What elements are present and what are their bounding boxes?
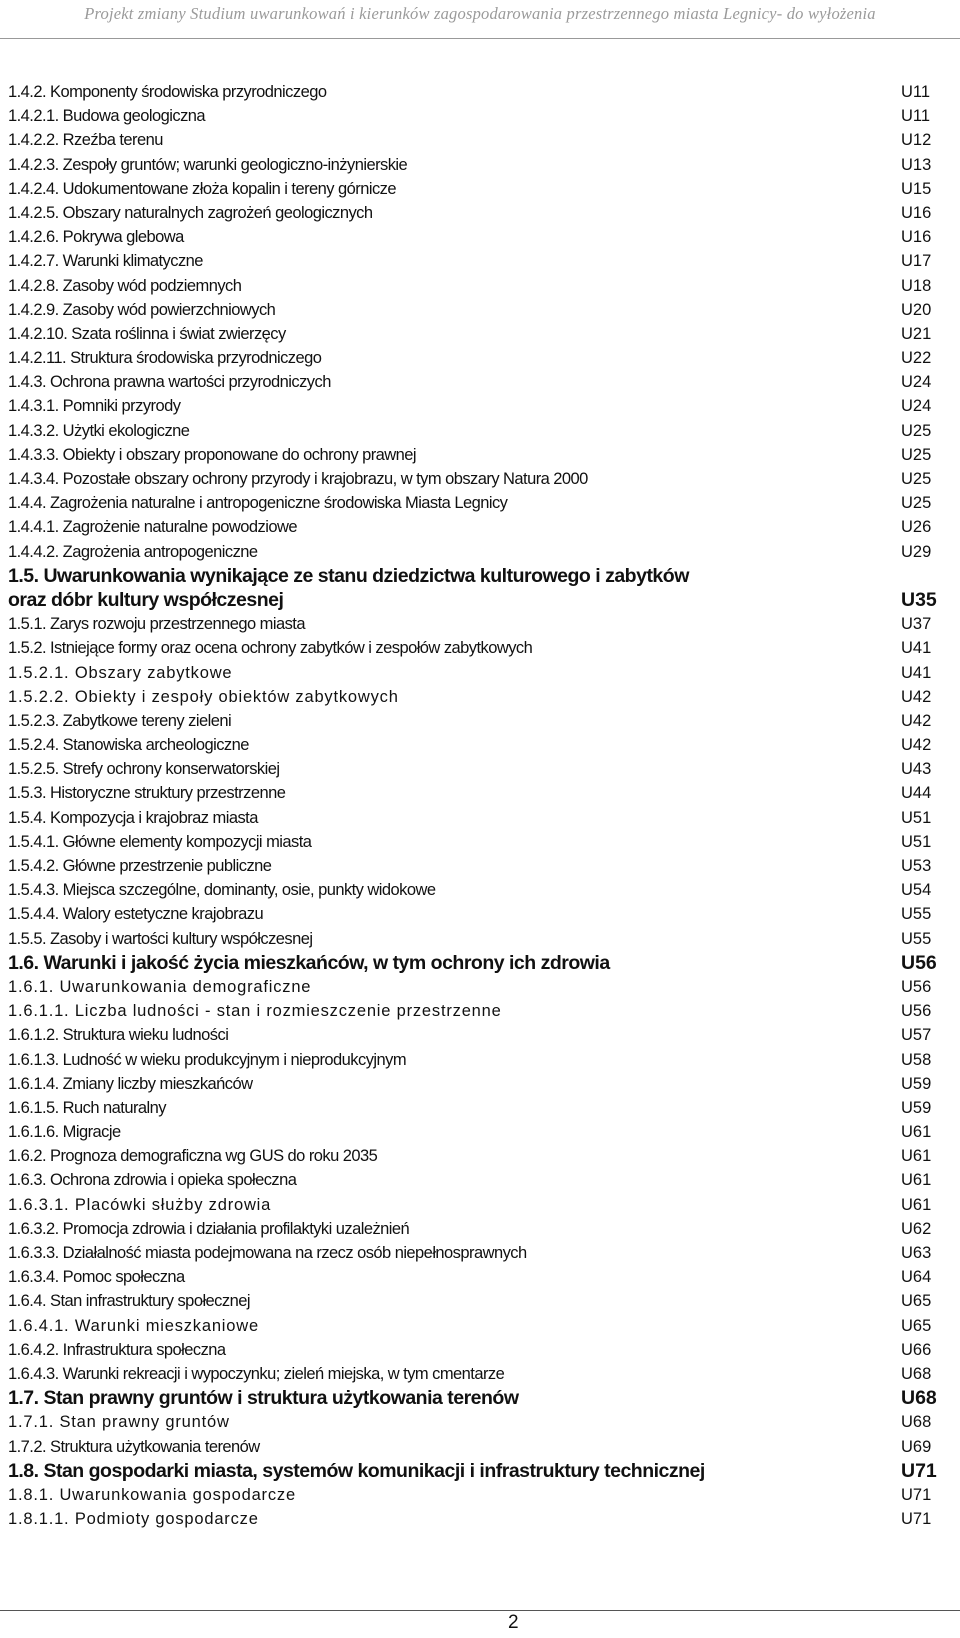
toc-entry-title: 1.6.1.2. Struktura wieku ludności	[8, 1026, 229, 1045]
toc-entry-title: 1.5.2.4. Stanowiska archeologiczne	[8, 736, 249, 755]
toc-entry[interactable]	[8, 709, 960, 733]
toc-entry-page: U25	[901, 445, 932, 464]
toc-entry-page: U62	[901, 1219, 932, 1238]
toc-entry-page: U64	[901, 1268, 932, 1287]
toc-entry[interactable]	[8, 781, 960, 805]
toc-entry-title: 1.5.4.1. Główne elementy kompozycji miasta	[8, 832, 312, 851]
toc-entry-page: U29	[901, 542, 932, 561]
toc-entry-page: U59	[901, 1074, 932, 1093]
toc-entry-title: 1.6.1.3. Ludność w wieku produkcyjnym i nieprodukcyjnym	[8, 1050, 407, 1069]
toc-entry-page: U51	[901, 808, 932, 827]
toc-entry[interactable]	[8, 612, 960, 636]
toc-entry-page: U22	[901, 349, 932, 368]
toc-entry[interactable]	[8, 225, 960, 249]
toc-entry-title: 1.4.3.2. Użytki ekologiczne	[8, 421, 190, 440]
toc-heading-entry[interactable]	[8, 1459, 960, 1483]
toc-entry-page: U61	[901, 1147, 932, 1166]
toc-entry-page: U42	[901, 687, 932, 706]
toc-entry-page: U16	[901, 203, 932, 222]
toc-entry-title: 1.6.1.1. Liczba ludności - stan i rozmieszczenie przestrzenne	[8, 1002, 502, 1021]
toc-heading-entry[interactable]	[8, 951, 960, 975]
toc-entry-title: 1.6.1. Uwarunkowania demograficzne	[8, 977, 312, 996]
toc-entry[interactable]	[8, 1265, 960, 1289]
toc-entry-page: U56	[901, 951, 937, 974]
toc-entry-title: 1.4.2.10. Szata roślinna i świat zwierzęcy	[8, 324, 286, 343]
toc-entry-title: 1.4.4. Zagrożenia naturalne i antropogeniczne środowiska Miasta Legnicy	[8, 494, 508, 513]
toc-entry-page: U11	[901, 83, 931, 101]
toc-entry[interactable]	[8, 927, 960, 951]
toc-entry[interactable]	[8, 1435, 960, 1459]
toc-entry-title: 1.6.4.3. Warunki rekreacji i wypoczynku; zieleń miejska, w tym cmentarze	[8, 1364, 505, 1383]
toc-entry-title: 1.6.1.4. Zmiany liczby mieszkańców	[8, 1074, 253, 1093]
toc-entry-page: U13	[901, 155, 932, 174]
toc-entry-page: U41	[901, 639, 932, 658]
toc-entry-title: 1.6.4. Stan infrastruktury społecznej	[8, 1292, 250, 1311]
toc-entry-page: U17	[901, 252, 932, 271]
toc-entry-page: U15	[901, 179, 932, 198]
toc-entry-title: 1.6.3.4. Pomoc społeczna	[8, 1268, 185, 1287]
toc-entry-page: U20	[901, 300, 932, 319]
toc-entry-title: 1.4.2.3. Zespoły gruntów; warunki geologiczno-inżynierskie	[8, 155, 408, 174]
toc-entry-page: U58	[901, 1050, 932, 1069]
toc-entry[interactable]	[8, 153, 960, 177]
toc-entry[interactable]	[8, 274, 960, 298]
toc-entry-title: 1.5.4. Kompozycja i krajobraz miasta	[8, 808, 258, 827]
toc-entry[interactable]	[8, 1483, 960, 1507]
toc-entry-title: 1.5.1. Zarys rozwoju przestrzennego miasta	[8, 615, 305, 634]
toc-entry-page: U21	[901, 324, 932, 343]
toc-entry-page: U61	[901, 1171, 932, 1190]
toc-entry[interactable]	[8, 975, 960, 999]
toc-entry-title: 1.4.2.2. Rzeźba terenu	[8, 131, 163, 150]
toc-entry-title: 1.8. Stan gospodarki miasta, systemów komunikacji i infrastruktury technicznej	[8, 1459, 705, 1482]
toc-entry-page: U68	[901, 1413, 932, 1432]
toc-entry-title: 1.4.2.5. Obszary naturalnych zagrożeń geologicznych	[8, 203, 373, 222]
toc-entry-title: 1.4.3.4. Pozostałe obszary ochrony przyrody i krajobrazu, w tym obszary Natura 2000	[8, 470, 588, 488]
toc-entry-title: 1.4.2. Komponenty środowiska przyrodniczego	[8, 83, 327, 101]
toc-entry[interactable]	[8, 878, 960, 902]
toc-entry-title: 1.6.3.2. Promocja zdrowia i działania profilaktyki uzależnień	[8, 1219, 410, 1238]
toc-entry-title: 1.4.2.6. Pokrywa glebowa	[8, 228, 184, 247]
toc-entry-page: U56	[901, 977, 932, 996]
toc-entry-page: U43	[901, 760, 932, 779]
toc-entry-title: 1.5.2.1. Obszary zabytkowe	[8, 663, 233, 682]
toc-entry[interactable]	[8, 830, 960, 854]
toc-entry-page: U66	[901, 1340, 932, 1359]
toc-entry[interactable]	[8, 806, 960, 830]
toc-entry-title: 1.4.3.3. Obiekty i obszary proponowane do ochrony prawnej	[8, 445, 416, 464]
toc-entry-title: 1.5.5. Zasoby i wartości kultury współczesnej	[8, 929, 313, 948]
toc-heading-entry[interactable]	[8, 564, 960, 588]
toc-entry[interactable]	[8, 1193, 960, 1217]
toc-entry-page: U65	[901, 1292, 932, 1311]
header-text: Projekt zmiany Studium uwarunkowań i kierunków zagospodarowania przestrzennego miasta Legnicy- do wyłożenia	[84, 4, 876, 23]
table-of-contents	[8, 80, 960, 1531]
toc-entry-page: U51	[901, 832, 932, 851]
toc-entry-title: 1.4.2.9. Zasoby wód powierzchniowych	[8, 300, 276, 319]
toc-entry[interactable]	[8, 636, 960, 660]
toc-entry-page: U42	[901, 711, 932, 730]
toc-entry-title: 1.6.3.1. Placówki służby zdrowia	[8, 1195, 272, 1214]
toc-entry-page: U25	[901, 470, 932, 488]
toc-entry[interactable]	[8, 322, 960, 346]
toc-entry-page: U16	[901, 228, 932, 247]
toc-entry[interactable]	[8, 1289, 960, 1313]
toc-entry[interactable]	[8, 1338, 960, 1362]
toc-entry-page: U11	[901, 107, 931, 126]
toc-entry-title: 1.5.2.3. Zabytkowe tereny zieleni	[8, 711, 232, 730]
footer-rule	[0, 1610, 960, 1611]
toc-entry[interactable]	[8, 80, 960, 104]
toc-entry-title: 1.6.1.6. Migracje	[8, 1123, 121, 1142]
toc-entry-title: 1.4.2.4. Udokumentowane złoża kopalin i tereny górnicze	[8, 179, 396, 198]
toc-entry-page: U12	[901, 131, 932, 150]
toc-entry-title: 1.5.4.3. Miejsca szczególne, dominanty, osie, punkty widokowe	[8, 881, 436, 900]
toc-entry-page: U26	[901, 518, 932, 537]
toc-entry-title: 1.4.4.1. Zagrożenie naturalne powodziowe	[8, 518, 297, 537]
toc-entry[interactable]	[8, 1410, 960, 1434]
toc-entry[interactable]	[8, 661, 960, 685]
toc-entry-page: U55	[901, 929, 932, 948]
toc-entry[interactable]	[8, 394, 960, 418]
toc-entry-page: U68	[901, 1387, 937, 1410]
toc-entry-title: 1.7.1. Stan prawny gruntów	[8, 1413, 230, 1432]
toc-entry[interactable]	[8, 1314, 960, 1338]
toc-entry-title: 1.4.2.7. Warunki klimatyczne	[8, 252, 203, 271]
toc-entry-title: 1.4.2.8. Zasoby wód podziemnych	[8, 276, 242, 295]
toc-entry[interactable]	[8, 1072, 960, 1096]
toc-entry-page: U41	[901, 663, 932, 682]
toc-entry-page: U54	[901, 881, 932, 900]
toc-entry-title: 1.6.2. Prognoza demograficzna wg GUS do roku 2035	[8, 1147, 378, 1166]
toc-entry[interactable]	[8, 1144, 960, 1168]
toc-entry[interactable]	[8, 1241, 960, 1265]
toc-entry-title: 1.4.4.2. Zagrożenia antropogeniczne	[8, 542, 258, 561]
toc-entry-page: U71	[901, 1485, 932, 1504]
toc-entry[interactable]	[8, 540, 960, 564]
toc-entry-page: U56	[901, 1002, 932, 1021]
toc-entry[interactable]	[8, 443, 960, 467]
toc-entry-title: 1.6.3. Ochrona zdrowia i opieka społeczna	[8, 1171, 297, 1190]
toc-entry[interactable]	[8, 249, 960, 273]
toc-entry-title: 1.6. Warunki i jakość życia mieszkańców, w tym ochrony ich zdrowia	[8, 951, 610, 974]
toc-entry[interactable]	[8, 370, 960, 394]
toc-entry[interactable]	[8, 298, 960, 322]
toc-entry-title: 1.4.3. Ochrona prawna wartości przyrodniczych	[8, 373, 331, 392]
toc-entry[interactable]	[8, 419, 960, 443]
toc-entry[interactable]	[8, 757, 960, 781]
toc-entry-title: 1.6.4.2. Infrastruktura społeczna	[8, 1340, 226, 1359]
toc-heading-entry[interactable]	[8, 588, 960, 612]
toc-heading-entry[interactable]	[8, 1386, 960, 1410]
toc-entry-title: 1.5.2.2. Obiekty i zespoły obiektów zabytkowych	[8, 687, 399, 706]
toc-entry[interactable]	[8, 999, 960, 1023]
toc-entry-title: 1.5.2.5. Strefy ochrony konserwatorskiej	[8, 760, 280, 779]
toc-entry-page: U44	[901, 784, 932, 803]
toc-entry[interactable]	[8, 1096, 960, 1120]
toc-entry-page: U35	[901, 588, 937, 611]
toc-entry-title: 1.8.1.1. Podmioty gospodarcze	[8, 1510, 259, 1529]
toc-entry-title: 1.6.1.5. Ruch naturalny	[8, 1098, 166, 1117]
toc-entry-page: U25	[901, 494, 932, 513]
toc-entry-page: U68	[901, 1364, 932, 1383]
toc-entry-title: 1.5.4.2. Główne przestrzenie publiczne	[8, 857, 272, 875]
toc-entry-title: 1.5.4.4. Walory estetyczne krajobrazu	[8, 905, 264, 924]
toc-entry-page: U55	[901, 905, 932, 924]
toc-entry-title: oraz dóbr kultury współczesnej	[8, 588, 284, 611]
toc-entry[interactable]	[8, 467, 960, 491]
toc-entry[interactable]	[8, 346, 960, 370]
toc-entry[interactable]	[8, 1048, 960, 1072]
page-number: 2	[508, 1612, 519, 1633]
toc-entry[interactable]	[8, 201, 960, 225]
toc-entry-title: 1.6.3.3. Działalność miasta podejmowana na rzecz osób niepełnosprawnych	[8, 1244, 527, 1262]
toc-entry-page: U42	[901, 736, 932, 755]
toc-entry[interactable]	[8, 1120, 960, 1144]
toc-entry-title: 1.4.3.1. Pomniki przyrody	[8, 397, 181, 416]
toc-entry[interactable]	[8, 177, 960, 201]
toc-entry-page: U24	[901, 373, 932, 392]
toc-entry-title: 1.5.2. Istniejące formy oraz ocena ochrony zabytków i zespołów zabytkowych	[8, 639, 533, 658]
toc-entry-page: U57	[901, 1026, 932, 1045]
toc-entry-page: U59	[901, 1098, 932, 1117]
toc-entry[interactable]	[8, 1217, 960, 1241]
toc-entry-page: U37	[901, 615, 932, 634]
toc-entry-title: 1.4.2.11. Struktura środowiska przyrodniczego	[8, 349, 322, 368]
toc-entry[interactable]	[8, 128, 960, 152]
toc-entry-title: 1.5.3. Historyczne struktury przestrzenne	[8, 784, 286, 803]
toc-entry-page: U61	[901, 1195, 932, 1214]
toc-entry[interactable]	[8, 1362, 960, 1386]
toc-entry-page: U18	[901, 276, 932, 295]
toc-entry-title: 1.5. Uwarunkowania wynikające ze stanu dziedzictwa kulturowego i zabytków	[8, 564, 689, 587]
toc-entry-title: 1.6.4.1. Warunki mieszkaniowe	[8, 1316, 259, 1335]
toc-entry-page: U63	[901, 1244, 932, 1262]
toc-entry[interactable]	[8, 902, 960, 926]
toc-entry-page: U53	[901, 857, 932, 875]
toc-entry[interactable]	[8, 854, 960, 878]
toc-entry-title: 1.4.2.1. Budowa geologiczna	[8, 107, 206, 126]
toc-entry-page: U65	[901, 1316, 932, 1335]
toc-entry[interactable]	[8, 1023, 960, 1047]
toc-entry-page: U24	[901, 397, 932, 416]
toc-entry-title: 1.7. Stan prawny gruntów i struktura użytkowania terenów	[8, 1387, 519, 1410]
toc-entry[interactable]	[8, 1168, 960, 1192]
toc-entry-page: U61	[901, 1123, 932, 1142]
toc-entry[interactable]	[8, 733, 960, 757]
toc-entry[interactable]	[8, 515, 960, 539]
toc-entry-page: U71	[901, 1510, 932, 1529]
toc-entry-page: U25	[901, 421, 932, 440]
running-header	[0, 4, 960, 39]
toc-entry[interactable]	[8, 491, 960, 515]
toc-entry-page: U71	[901, 1459, 937, 1482]
toc-entry[interactable]	[8, 685, 960, 709]
toc-entry[interactable]	[8, 1507, 960, 1531]
toc-entry-title: 1.7.2. Struktura użytkowania terenów	[8, 1437, 260, 1456]
toc-entry[interactable]	[8, 104, 960, 128]
toc-entry-title: 1.8.1. Uwarunkowania gospodarcze	[8, 1485, 296, 1504]
toc-entry-page: U69	[901, 1437, 932, 1456]
